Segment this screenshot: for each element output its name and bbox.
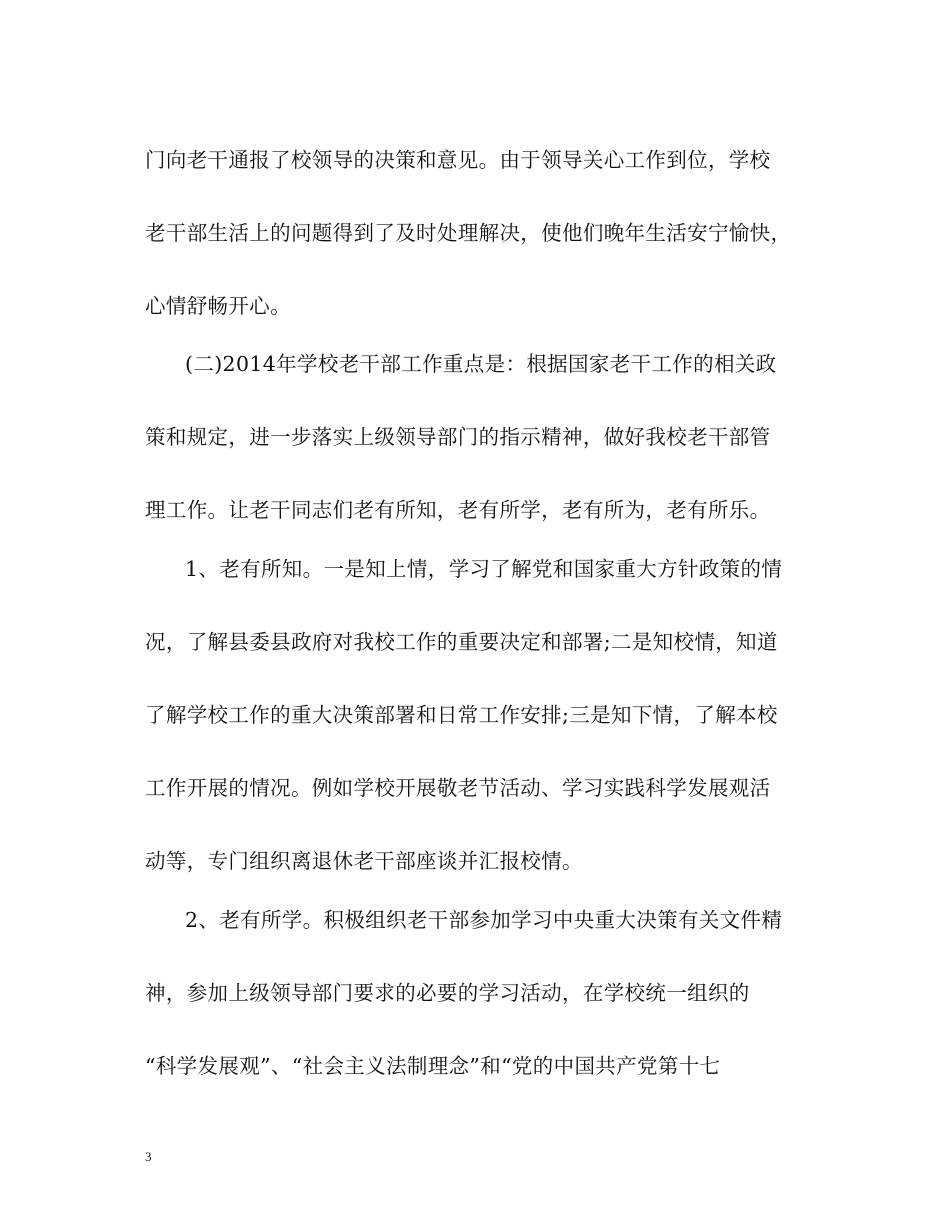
section-heading-line: (二)2014年学校老干部工作重点是：根据国家老干工作的相关政 xyxy=(185,352,777,376)
text-line-11: 动等，专门组织离退休老干部座谈并汇报校情。 xyxy=(145,849,583,873)
item-1-first-line: 1、老有所知。一是知上情，学习了解党和国家重大方针政策的情 xyxy=(185,557,783,581)
text-line-10: 工作开展的情况。例如学校开展敬老节活动、学习实践科学发展观活 xyxy=(145,776,771,800)
text-line-9: 了解学校工作的重大决策部署和日常工作安排;三是知下情，了解本校 xyxy=(145,703,778,727)
text-line-8: 况，了解县委县政府对我校工作的重要决定和部署;二是知校情，知道 xyxy=(145,630,778,654)
text-line-5: 策和规定，进一步落实上级领导部门的指示精神，做好我校老干部管 xyxy=(145,425,771,449)
text-line-6: 理工作。让老干同志们老有所知，老有所学，老有所为，老有所乐。 xyxy=(145,498,771,522)
text-line-13: 神，参加上级领导部门要求的必要的学习活动，在学校统一组织的 xyxy=(145,981,750,1005)
text-line-1: 门向老干通报了校领导的决策和意见。由于领导关心工作到位，学校 xyxy=(145,148,771,172)
text-line-14: “科学发展观”、“社会主义法制理念”和“党的中国共产党第十七 xyxy=(145,1054,721,1078)
item-2-first-line: 2、老有所学。积极组织老干部参加学习中央重大决策有关文件精 xyxy=(185,908,783,932)
text-line-2: 老干部生活上的问题得到了及时处理解决，使他们晚年生活安宁愉快， xyxy=(145,221,792,245)
text-line-3: 心情舒畅开心。 xyxy=(145,294,291,318)
page-number: 3 xyxy=(145,1149,152,1164)
